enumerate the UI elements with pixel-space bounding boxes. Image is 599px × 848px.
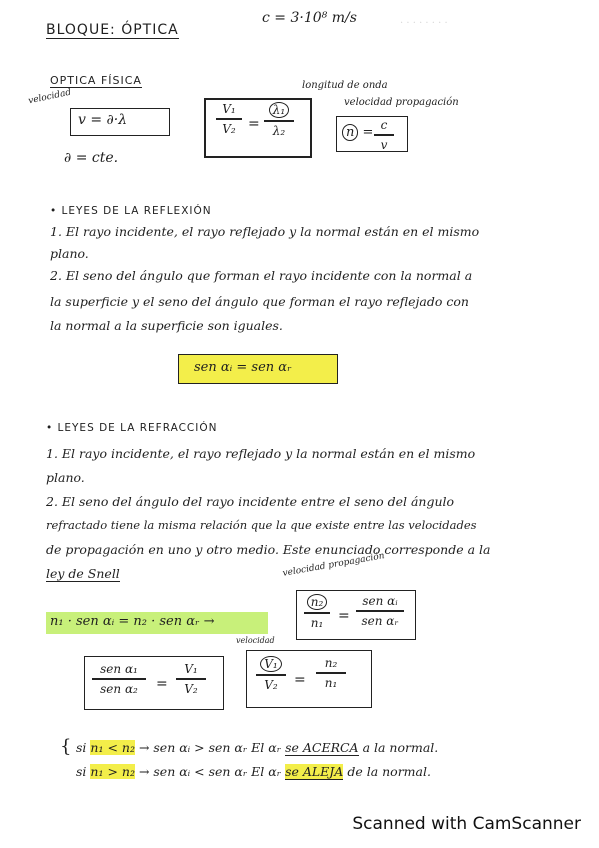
refraccion-heading: • LEYES DE LA REFRACCIÓN bbox=[46, 422, 218, 434]
snell-box3-left: V₁ V₂ bbox=[256, 656, 286, 692]
case2-condition: n₁ > n₂ bbox=[90, 764, 135, 779]
snell-box1-right: sen αᵢ sen αᵣ bbox=[356, 594, 404, 628]
scanned-page: · · · · · · · · BLOQUE: ÓPTICA c = 3·10⁸ m/s OPTICA FÍSICA velocidad v = ∂·λ ∂ = cte. V₁ V₂ = λ₁ λ₂ longitud de onda velocidad propagación n = c v • LEYES DE LA REFLEXIÓN 1. El rayo incidente, el rayo reflejado y la normal están en el mismo plano. 2. El seno del ángulo que forman el rayo incidente con la normal a la superficie y el seno del ángulo que forman el rayo reflejado con la normal a la superficie son iguales. sen αᵢ = sen αᵣ • LEYES DE LA REFRACCIÓN 1. El rayo incidente, el rayo reflejado y la normal están en el mismo plano. 2. El seno del ángulo del rayo incidente entre el seno del ángulo refractado tiene la misma relación que la que existe entre las velocidades de propagación en uno y otro medio. Este enunciado corresponde a la ley de Snell velocidad propagación n₁ · sen αᵢ = n₂ · sen αᵣ → n₂ n₁ = sen αᵢ sen αᵣ velocidad sen α₁ sen α₂ = V₁ V₂ V₁ V₂ = n₂ n₁ { si n₁ < n₂ → sen αᵢ > sen αᵣ El αᵣ se ACERCA a la normal. si n₁ > n₂ → sen αᵢ < sen αᵣ El αᵣ se ALEJA de la normal. Scanned with CamScanner bbox=[27, 10, 581, 834]
refractive-index-n: n = bbox=[342, 124, 373, 141]
reflexion-law2-line2: la superficie y el seno del ángulo que forman el rayo reflejado con bbox=[50, 294, 469, 309]
formula-cte: ∂ = cte. bbox=[64, 150, 119, 166]
note-velocity-propagation: velocidad propagación bbox=[344, 97, 459, 108]
refraccion-law1-line1: 1. El rayo incidente, el rayo reflejado y la normal están en el mismo bbox=[46, 446, 476, 461]
case1-verb: se ACERCA bbox=[285, 740, 359, 755]
side-note-velocidad: velocidad bbox=[27, 87, 73, 107]
reflexion-heading: • LEYES DE LA REFLEXIÓN bbox=[50, 205, 212, 217]
case1-condition: n₁ < n₂ bbox=[90, 740, 135, 755]
note-velocity-prop: velocidad propagación bbox=[281, 551, 386, 579]
case2-verb: se ALEJA bbox=[285, 764, 344, 779]
snell-label: ley de Snell bbox=[46, 566, 120, 581]
camscanner-watermark: Scanned with CamScanner bbox=[352, 814, 581, 834]
show-through-text: · · · · · · · · bbox=[400, 18, 448, 29]
case2: si n₁ > n₂ → sen αᵢ < sen αᵣ El αᵣ se ALEJA de la normal. bbox=[76, 764, 431, 779]
cases-brace: { bbox=[60, 736, 72, 757]
page-title: BLOQUE: ÓPTICA bbox=[46, 22, 179, 38]
case1: si n₁ < n₂ → sen αᵢ > sen αᵣ El αᵣ se ACERCA a la normal. bbox=[76, 740, 439, 755]
snell-formula: n₁ · sen αᵢ = n₂ · sen αᵣ → bbox=[50, 614, 215, 629]
speed-of-light: c = 3·10⁸ m/s bbox=[262, 10, 357, 26]
snell-box1-left: n₂ n₁ bbox=[304, 594, 330, 630]
snell-box2-right: V₁ V₂ bbox=[176, 662, 206, 696]
refractive-index-fraction: c v bbox=[374, 118, 394, 152]
refraccion-law2-line1: 2. El seno del ángulo del rayo incidente entre el seno del ángulo bbox=[46, 494, 455, 509]
ratio-left: V₁ V₂ bbox=[216, 102, 242, 136]
note-wavelength: longitud de onda bbox=[302, 80, 388, 91]
reflexion-formula: sen αᵢ = sen αᵣ bbox=[194, 360, 292, 375]
reflexion-law1-line1: 1. El rayo incidente, el rayo reflejado y la normal están en el mismo bbox=[50, 224, 480, 239]
snell-box3-right: n₂ n₁ bbox=[316, 656, 346, 690]
refraccion-law1-line2: plano. bbox=[46, 470, 85, 485]
reflexion-law2-line1: 2. El seno del ángulo que forman el rayo incidente con la normal a bbox=[50, 268, 473, 283]
reflexion-law2-line3: la normal a la superficie son iguales. bbox=[50, 318, 283, 333]
reflexion-law1-line2: plano. bbox=[50, 246, 89, 261]
refraccion-law2-line3: de propagación en uno y otro medio. Este enunciado corresponde a la bbox=[46, 542, 491, 557]
snell-box2-left: sen α₁ sen α₂ bbox=[92, 662, 146, 696]
optica-fisica-heading: OPTICA FÍSICA bbox=[50, 74, 142, 87]
formula-v: v = ∂·λ bbox=[78, 112, 128, 128]
note-velocidad: velocidad bbox=[236, 636, 275, 645]
ratio-right: λ₁ λ₂ bbox=[264, 102, 294, 138]
refraccion-law2-line2: refractado tiene la misma relación que la que existe entre las velocidades bbox=[46, 518, 477, 532]
